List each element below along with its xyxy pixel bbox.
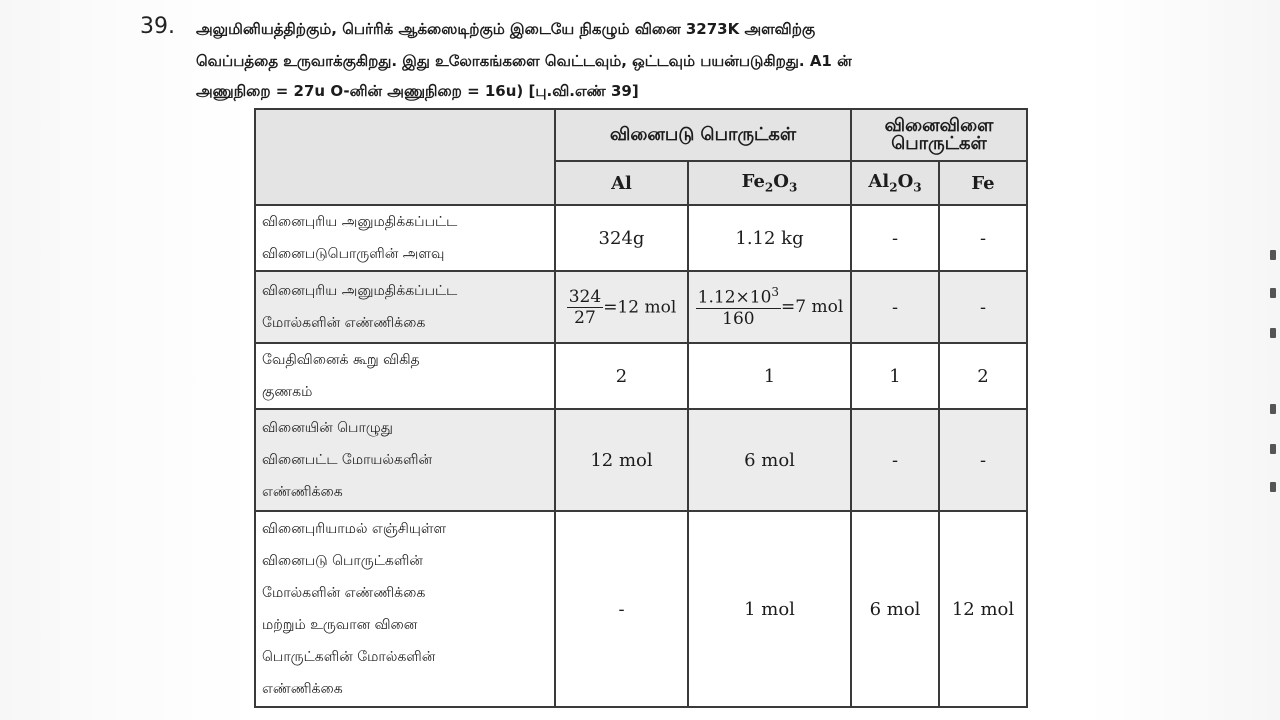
header-al2o3: $Al_2O_3$ [851, 161, 939, 205]
question-text-line-1: அலுமினியத்திற்கும், பெர்ரிக் ஆக்ஸைடிற்கும் இடையே நிகழும் வினை 3273K அளவிற்கு [196, 20, 816, 38]
cell-al2o3-formed: 6 mol [851, 511, 939, 707]
cell-fe2o3-coefficient: 1 [688, 343, 851, 409]
fe2o3-mole-fraction: $\frac{1.12\times 10^3}{160}$ [697, 285, 780, 329]
cell-al-remaining: - [555, 511, 688, 707]
cell-al2o3-amount: - [851, 205, 939, 271]
stoichiometry-table [254, 108, 1028, 708]
cell-fe-reacted: - [939, 409, 1027, 511]
question-text-line-2: வெப்பத்தை உருவாக்குகிறது. இது உலோகங்களை வெட்டவும், ஒட்டவும் பயன்படுகிறது. A1 ன் [196, 52, 852, 70]
edge-artifact [1270, 250, 1276, 260]
cell-fe-coefficient: 2 [939, 343, 1027, 409]
cell-al-reacted: 12 mol [555, 409, 688, 511]
table-row [255, 511, 1027, 707]
header-fe2o3: $Fe_2O_3$ [688, 161, 851, 205]
row-label-moles: வினைபுரிய அனுமதிக்கப்பட்ட மோல்களின் எண்ணிக்கை [255, 271, 555, 343]
cell-al2o3-reacted: - [851, 409, 939, 511]
edge-artifact [1270, 482, 1276, 492]
header-products [851, 109, 1027, 161]
cell-fe2o3-amount: 1.12 kg [688, 205, 851, 271]
table-row [255, 205, 1027, 271]
edge-artifact [1270, 328, 1276, 338]
cell-fe2o3-moles: $\frac{1.12\times 10^3}{160}$ =7 mol [688, 271, 851, 343]
cell-al-amount: 324g [555, 205, 688, 271]
cell-al2o3-coefficient: 1 [851, 343, 939, 409]
row-label-stoich-coefficient: வேதிவினைக் கூறு விகித குணகம் [255, 343, 555, 409]
table-row [255, 271, 1027, 343]
edge-artifact [1270, 444, 1276, 454]
header-al: Al [555, 161, 688, 205]
table-row [255, 409, 1027, 511]
cell-fe2o3-reacted: 6 mol [688, 409, 851, 511]
edge-artifact [1270, 404, 1276, 414]
cell-fe-amount: - [939, 205, 1027, 271]
header-products-line-2: பொருட்கள் [891, 133, 987, 154]
row-label-reacted-moles: வினையின் பொழுது வினைபட்ட மோயல்களின் எண்ணிக்கை [255, 409, 555, 511]
question-text-line-3: அணுநிறை = 27u O-னின் அணுநிறை = 16u) [பு.வி.எண் 39] [196, 82, 639, 100]
row-label-amount: வினைபுரிய அனுமதிக்கப்பட்ட வினைபடுபொருளின் அளவு [255, 205, 555, 271]
cell-al2o3-moles: - [851, 271, 939, 343]
question-number: 39. [140, 14, 175, 39]
header-products-line-1: வினைவிளை [884, 115, 994, 136]
cell-fe-formed: 12 mol [939, 511, 1027, 707]
header-reactants: வினைபடு பொருட்கள் [555, 109, 851, 161]
row-label-remaining-and-formed: வினைபுரியாமல் எஞ்சியுள்ள வினைபடு பொருட்களின் மோல்களின் எண்ணிக்கை மற்றும் உருவான வினை பொருட்களின் மோல்களின் எண்ணிக்கை [255, 511, 555, 707]
header-blank-cell [255, 109, 555, 205]
al-mole-fraction: $\frac{324}{27}$ [568, 286, 602, 328]
cell-al-moles: $\frac{324}{27}$ =12 mol [555, 271, 688, 343]
header-fe: Fe [939, 161, 1027, 205]
cell-fe2o3-remaining: 1 mol [688, 511, 851, 707]
cell-al-coefficient: 2 [555, 343, 688, 409]
table-header-row [255, 109, 1027, 161]
cell-fe-moles: - [939, 271, 1027, 343]
table-row [255, 343, 1027, 409]
edge-artifact [1270, 288, 1276, 298]
